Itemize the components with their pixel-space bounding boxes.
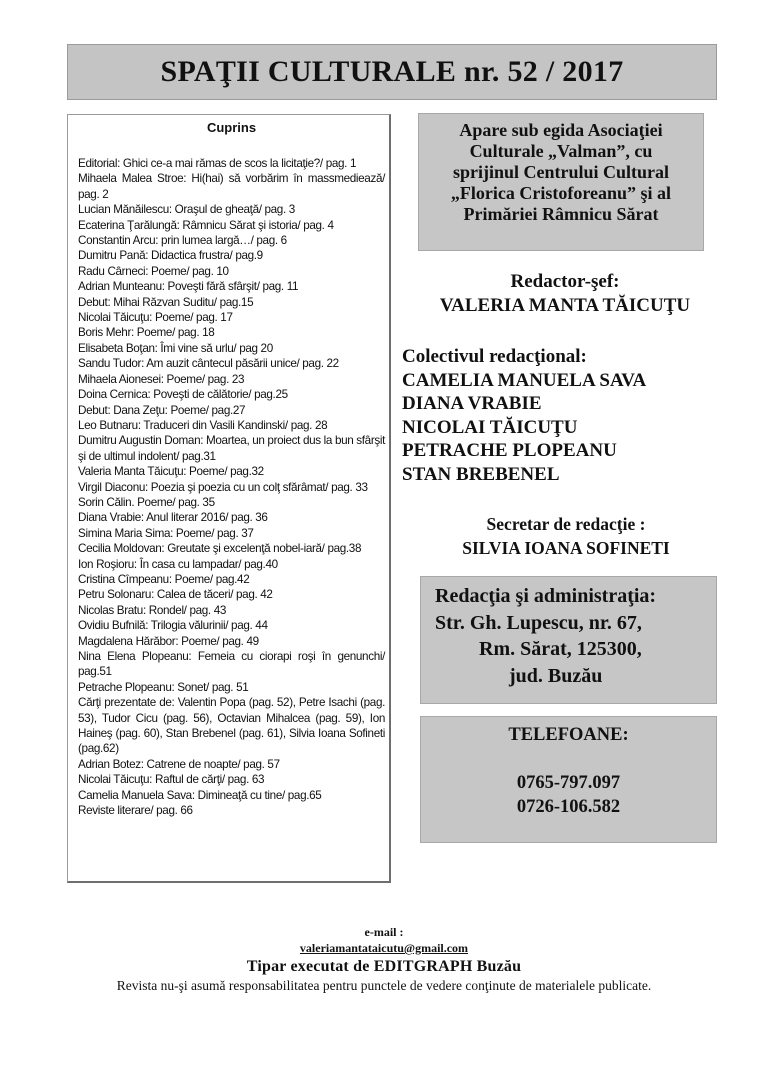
editorial-board-label: Colectivul redacţional: — [402, 346, 587, 367]
toc-entry: Diana Vrabie: Anul literar 2016/ pag. 36 — [78, 511, 268, 525]
toc-entry: Constantin Arcu: prin lumea largă…/ pag. 6 — [78, 234, 287, 248]
toc-entry: Valeria Manta Tăicuţu: Poeme/ pag.32 — [78, 465, 264, 479]
phone-number: 0726-106.582 — [516, 797, 621, 817]
toc-entry: Cecilia Moldovan: Greutate şi excelenţă nobel-iară/ pag.38 — [78, 542, 362, 556]
toc-list — [78, 156, 385, 818]
toc-entry: Cristina Cîmpeanu: Poeme/ pag.42 — [78, 572, 250, 586]
toc-entry: Petru Solonaru: Calea de tăceri/ pag. 42 — [78, 588, 273, 602]
toc-entry: Petrache Plopeanu: Sonet/ pag. 51 — [78, 680, 249, 694]
toc-entry: Adrian Botez: Catrene de noapte/ pag. 57 — [78, 757, 280, 771]
toc-entry: Sandu Tudor: Am auzit cântecul păsării unice/ pag. 22 — [78, 357, 339, 371]
email-link[interactable]: valeriamantataicutu@gmail.com — [299, 941, 469, 955]
toc-entry: Simina Maria Sima: Poeme/ pag. 37 — [78, 526, 254, 540]
editorial-board-member: STAN BREBENEL — [402, 463, 560, 485]
editorial-board-member: PETRACHE PLOPEANU — [402, 440, 617, 461]
toc-entry: Editorial: Ghici ce-a mai rămas de scos la licitaţie?/ pag. 1 — [78, 157, 357, 170]
editor-in-chief-name: VALERIA MANTA TĂICUŢU — [439, 295, 691, 316]
editor-in-chief-label: Redactor-şef: — [510, 271, 620, 292]
sponsorship-line: Apare sub egida Asociaţiei — [459, 120, 663, 140]
toc-entry: Mihaela Malea Stroe: Hi(hai) să vorbărim în massmediează/ pag. 2 — [78, 172, 385, 201]
phone-number: 0765-797.097 — [516, 773, 621, 793]
editor-in-chief — [400, 270, 730, 318]
toc-entry: Doina Cernica: Poveşti de călătorie/ pag.25 — [78, 388, 288, 402]
toc-entry: Cărţi prezentate de: Valentin Popa (pag. 52), Petre Isachi (pag. 53), Tudor Cicu (pag. 56), Octavian Mihalcea (pag. 59), Ion Haineş (pag. 60), Stan Brebenel (pag. 61), Silvia Ioana Sofineti (pag.62) — [78, 696, 385, 756]
toc-entry: Virgil Diaconu: Poezia şi poezia cu un colţ sfărâmat/ pag. 33 — [78, 480, 368, 494]
toc-entry: Sorin Călin. Poeme/ pag. 35 — [78, 495, 215, 509]
toc-entry: Nicolas Bratu: Rondel/ pag. 43 — [78, 603, 227, 617]
toc-entry: Dumitru Pană: Didactica frustra/ pag.9 — [78, 249, 263, 263]
phones-box — [420, 716, 717, 843]
sponsorship-line: sprijinul Centrului Cultural — [452, 162, 670, 182]
magazine-title: SPAŢII CULTURALE nr. 52 / 2017 — [67, 44, 717, 100]
address-line: Rm. Sărat, 125300, — [479, 638, 642, 660]
toc-entry: Ecaterina Ţarălungă: Râmnicu Sărat şi istoria/ pag. 4 — [78, 218, 334, 232]
sponsorship-line: „Florica Cristoforeanu” şi al — [450, 183, 672, 203]
sponsorship-line: Culturale „Valman”, cu — [469, 141, 653, 161]
editorial-secretary — [402, 512, 730, 560]
toc-entry: Nicolai Tăicuţu: Poeme/ pag. 17 — [78, 311, 233, 325]
editorial-secretary-name: SILVIA IOANA SOFINETI — [462, 538, 670, 558]
toc-heading: Cuprins — [206, 120, 257, 135]
toc-entry: Debut: Mihai Răzvan Suditu/ pag.15 — [78, 295, 254, 309]
address-line: Redacţia şi administraţia: — [435, 585, 657, 607]
toc-entry: Radu Cârneci: Poeme/ pag. 10 — [78, 264, 229, 278]
sponsorship-box — [418, 113, 704, 251]
toc-entry: Elisabeta Boţan: Îmi vine să urlu/ pag 20 — [78, 341, 273, 355]
toc-entry: Boris Mehr: Poeme/ pag. 18 — [78, 326, 215, 340]
printer-credit: Tipar executat de EDITGRAPH Buzău — [246, 958, 522, 975]
toc-entry: Mihaela Aionesei: Poeme/ pag. 23 — [78, 372, 245, 386]
editorial-board-member: NICOLAI TĂICUŢU — [402, 416, 578, 438]
toc-entry: Reviste literare/ pag. 66 — [78, 804, 193, 818]
editorial-secretary-label: Secretar de redacţie : — [486, 514, 646, 534]
address-line: Str. Gh. Lupescu, nr. 67, — [435, 611, 642, 634]
editorial-board-member: CAMELIA MANUELA SAVA — [402, 369, 647, 391]
toc-entry: Adrian Munteanu: Poveşti fără sfârşit/ pag. 11 — [78, 280, 299, 294]
disclaimer: Revista nu-şi asumă responsabilitatea pentru punctele de vedere conţinute de materialele publicate. — [116, 978, 652, 993]
toc-entry: Magdalena Hărăbor: Poeme/ pag. 49 — [78, 634, 259, 648]
toc-entry: Dumitru Augustin Doman: Moartea, un proiect dus la bun sfârşit şi de ultimul indolent/ pag.31 — [78, 434, 386, 463]
footer — [0, 924, 768, 994]
toc-entry: Ovidiu Bufnilă: Trilogia vălurinii/ pag. 44 — [78, 619, 268, 633]
editorial-board-member: DIANA VRABIE — [402, 393, 542, 414]
toc-entry: Debut: Dana Zeţu: Poeme/ pag.27 — [78, 403, 246, 417]
toc-entry: Leo Butnaru: Traduceri din Vasili Kandinski/ pag. 28 — [78, 418, 328, 432]
toc-entry: Lucian Mănăilescu: Oraşul de gheaţă/ pag. 3 — [78, 203, 295, 217]
toc-entry: Nina Elena Plopeanu: Femeia cu ciorapi roşi în genunchi/ pag.51 — [78, 650, 385, 679]
toc-entry: Nicolai Tăicuţu: Raftul de cărţi/ pag. 63 — [78, 773, 265, 787]
toc-entry: Camelia Manuela Sava: Dimineaţă cu tine/ pag.65 — [78, 788, 322, 802]
address-box — [420, 576, 717, 704]
toc-entry: Ion Roşioru: În casa cu lampadar/ pag.40 — [78, 557, 278, 571]
email-label: e-mail : — [364, 925, 404, 939]
sponsorship-line: Primăriei Râmnicu Sărat — [463, 204, 659, 224]
phones-label: TELEFOANE: — [508, 725, 629, 745]
table-of-contents — [67, 114, 391, 883]
address-line: jud. Buzău — [509, 664, 603, 687]
editorial-board — [402, 345, 732, 486]
